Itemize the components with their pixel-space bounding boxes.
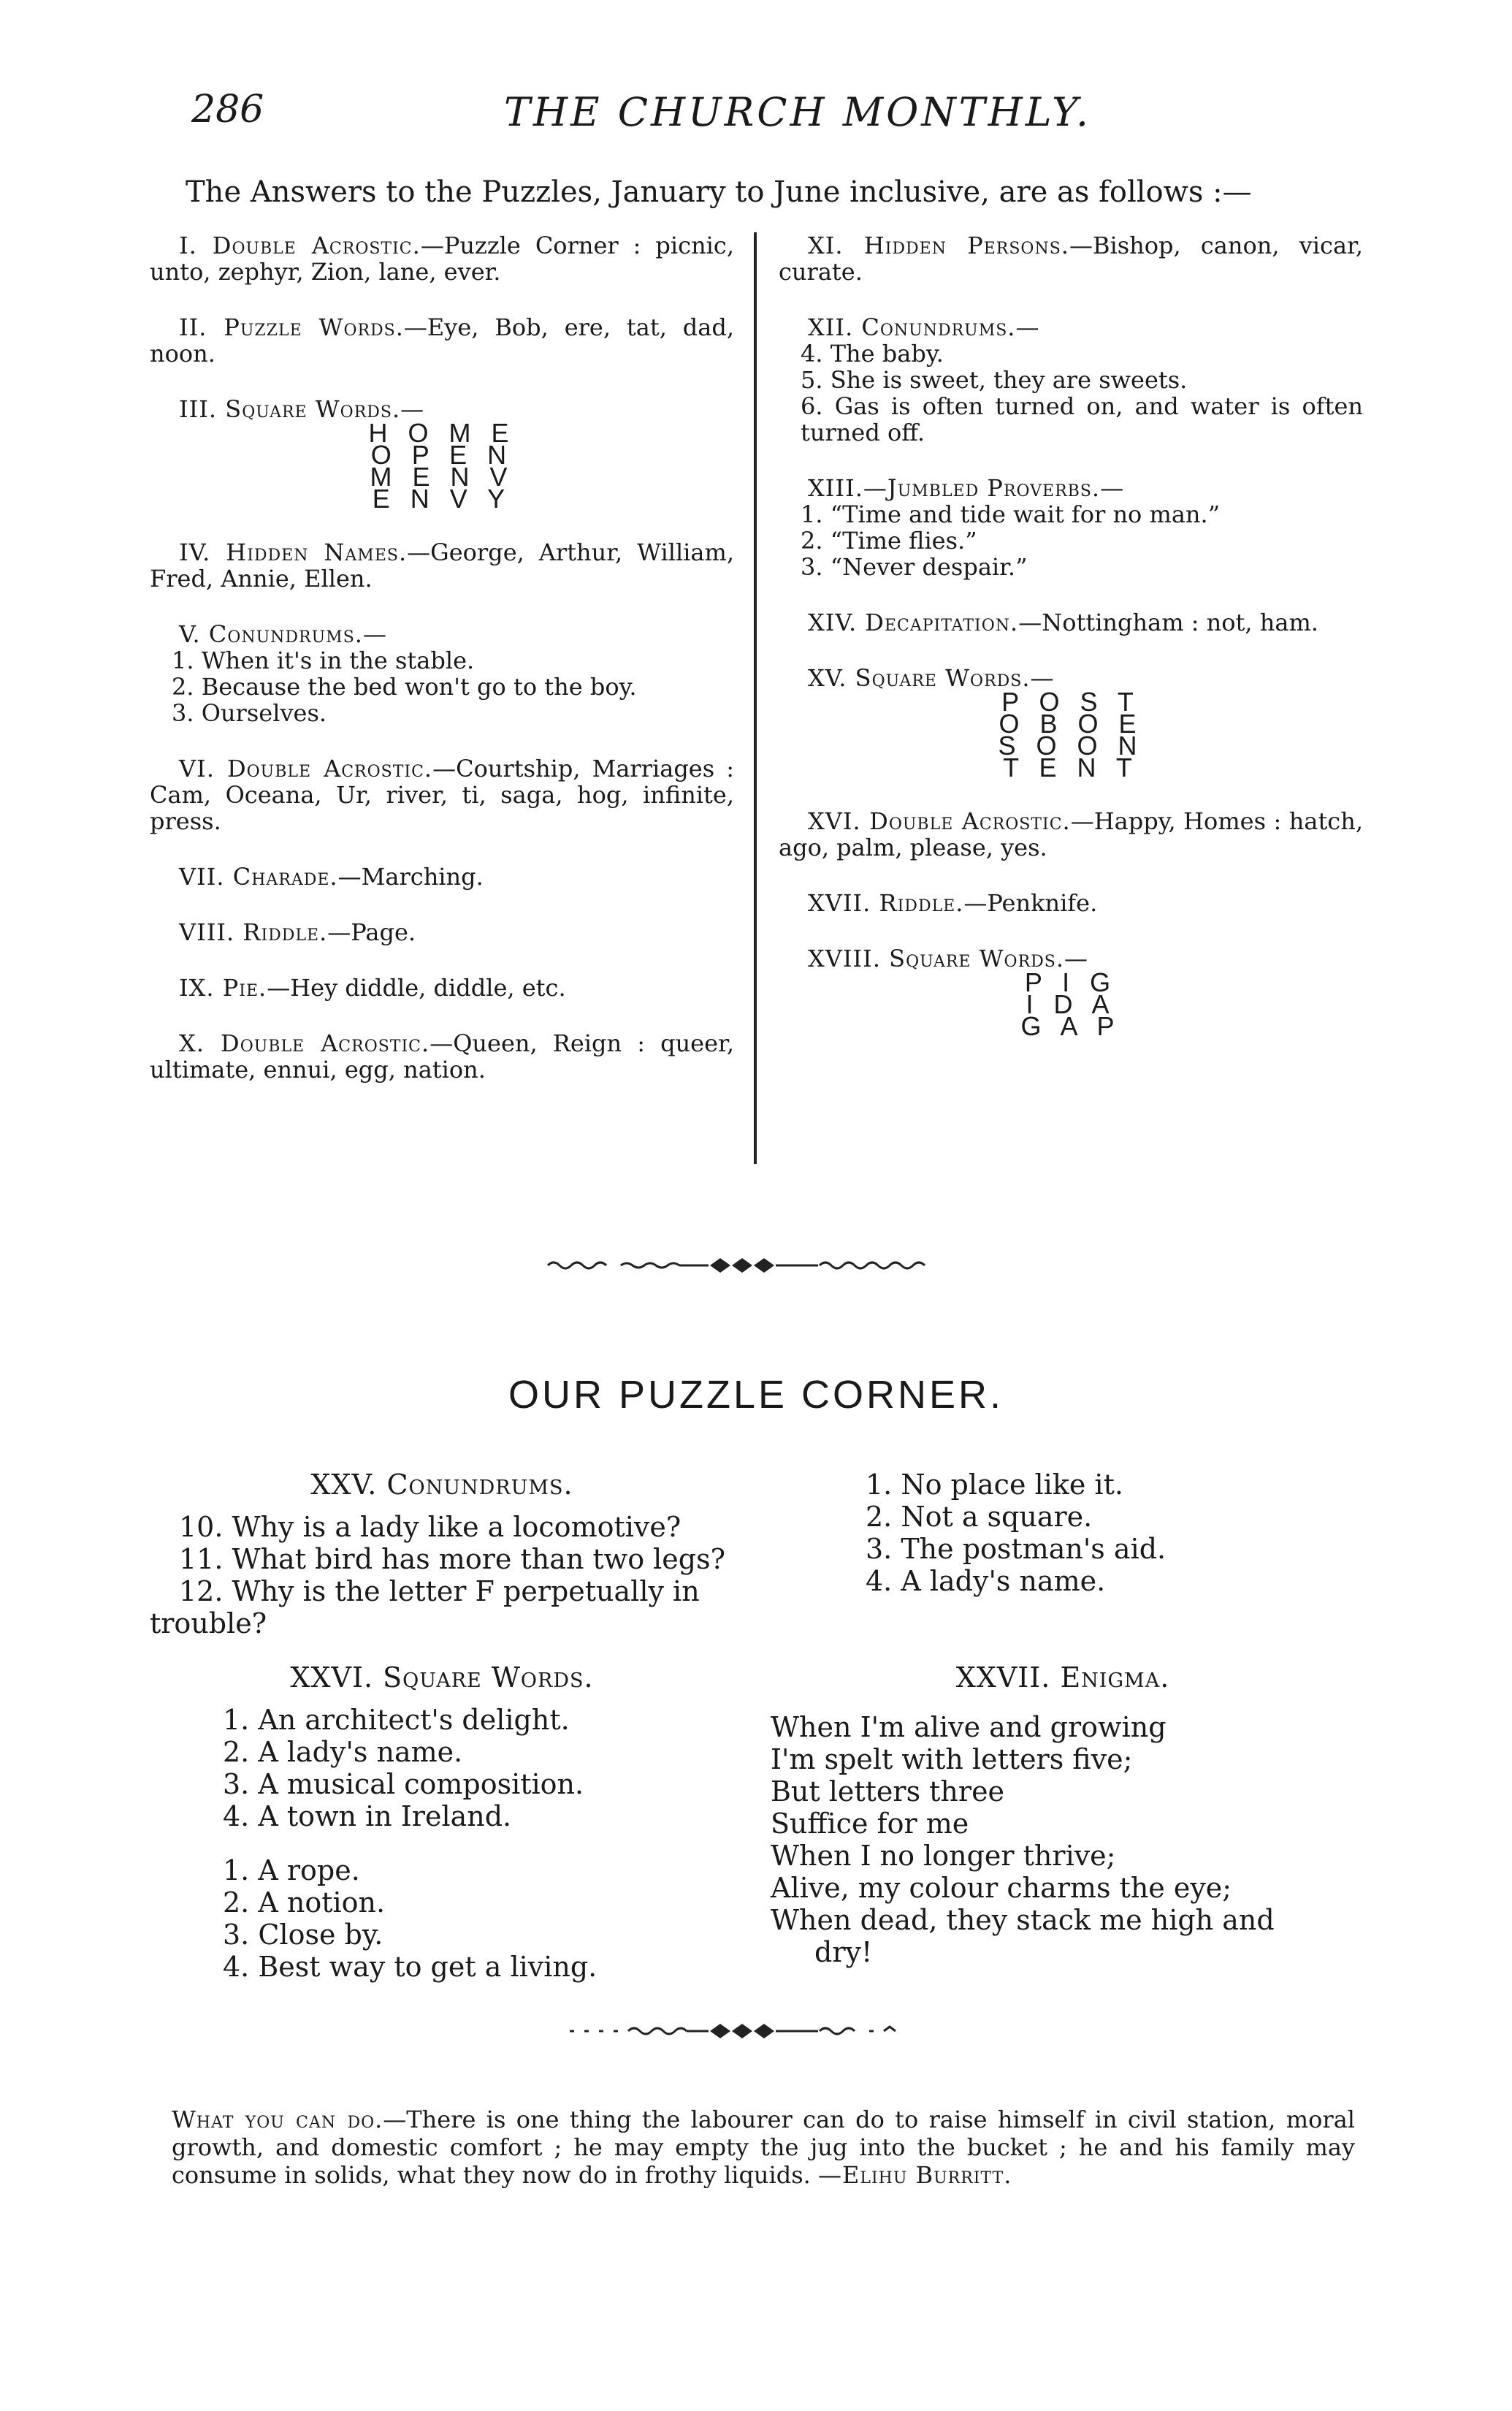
answer-xii: XII. Conundrums.— 4. The baby. 5. She is sweet, they are sweets. 6. Gas is often turned on, and water is often turned off.: [801, 313, 1363, 446]
square-words-grid: P I G I D A G A P: [1020, 967, 1121, 1041]
list-item: 1. No place like it.: [866, 1469, 1123, 1501]
answer-x: X. Double Acrostic.—Queen, Reign : queer, ultimate, ennui, egg, nation.: [150, 1029, 735, 1083]
square-words-set-3: [771, 1469, 1355, 1597]
ornament-divider: [541, 2016, 950, 2046]
poem-line: When dead, they stack me high and: [771, 1904, 1275, 1936]
answer-vii: VII. Charade.—Marching.: [179, 863, 484, 891]
list-item: 2. Not a square.: [866, 1501, 1093, 1533]
ornament-divider: [541, 1251, 950, 1280]
poem-line: When I no longer thrive;: [771, 1840, 1116, 1872]
poem-line: But letters three: [771, 1775, 1005, 1808]
list-item: 4. A town in Ireland.: [223, 1800, 512, 1832]
answer-i: I. Double Acrostic.—Puzzle Corner : picnic, unto, zephyr, Zion, lane, ever.: [150, 232, 734, 286]
answers-intro: The Answers to the Puzzles, January to June inclusive, are as follows :—: [186, 175, 1252, 209]
poem-line: Alive, my colour charms the eye;: [771, 1872, 1232, 1904]
poem-line: dry!: [814, 1936, 873, 1968]
question-11: 11. What bird has more than two legs?: [179, 1543, 725, 1575]
note-lead: What you can do.: [172, 2106, 383, 2133]
list-item: 2. A lady's name.: [223, 1736, 463, 1768]
list-item: 3. The postman's aid.: [866, 1533, 1167, 1565]
answer-vi: VI. Double Acrostic.—Courtship, Marriages : Cam, Oceana, Ur, river, ti, saga, hog, infinite, press.: [150, 755, 734, 835]
answer-xvi: XVI. Double Acrostic.—Happy, Homes : hatch, ago, palm, please, yes.: [779, 807, 1364, 861]
answer-ix: IX. Pie.—Hey diddle, diddle, etc.: [179, 974, 566, 1002]
square-words-grid: P O S T O B O E S O O N T E N T: [998, 687, 1144, 782]
poem-line: Suffice for me: [771, 1808, 969, 1840]
question-12-continued: trouble?: [150, 1607, 267, 1639]
list-item: 4. A lady's name.: [866, 1565, 1106, 1597]
poem-line: When I'm alive and growing: [771, 1711, 1167, 1743]
question-10: 10. Why is a lady like a locomotive?: [179, 1511, 681, 1543]
puzzle-corner-left-column: [150, 1469, 734, 1983]
puzzle-corner-title: OUR PUZZLE CORNER.: [508, 1373, 1004, 1417]
section-heading-xxvii: XXVII. Enigma.: [955, 1661, 1170, 1694]
answer-iii: III. Square Words.— H O M E O P E N M E N V E N V Y: [150, 396, 734, 510]
answer-xiv: XIV. Decapitation.—Nottingham : not, ham.: [808, 609, 1318, 636]
list-item: 1. An architect's delight.: [223, 1704, 570, 1736]
square-words-set-2: [150, 1854, 734, 1983]
note-text: —There is one thing the labourer can do to raise himself in civil station, moral growth, and domestic comfort ; he may empty the jug into the bucket ; he and his family may consume in solids, what they now do in frothy liquids.: [172, 2106, 1356, 2189]
answer-ii: II. Puzzle Words.—Eye, Bob, ere, tat, dad, noon.: [150, 313, 734, 367]
note-author: —Elihu Burritt.: [818, 2161, 1012, 2189]
answers-right-column: [779, 232, 1363, 1067]
list-item: 2. A notion.: [223, 1886, 386, 1919]
answer-xvii: XVII. Riddle.—Penknife.: [808, 889, 1098, 917]
section-heading-xxv: XXV. Conundrums.: [310, 1469, 573, 1501]
puzzle-corner-right-column: [771, 1469, 1355, 1968]
answer-xiii: XIII.—Jumbled Proverbs.— 1. “Time and tide wait for no man.” 2. “Time flies.” 3. “Never despair.”: [801, 474, 1221, 581]
section-heading-xxvi: XXVI. Square Words.: [290, 1661, 594, 1694]
square-words-set-1: [150, 1704, 734, 1832]
answer-xv: XV. Square Words.— P O S T O B O E S O O N T E N T: [779, 665, 1363, 779]
list-item: 1. A rope.: [223, 1854, 360, 1886]
answer-iv: IV. Hidden Names.—George, Arthur, William, Fred, Annie, Ellen.: [150, 538, 734, 593]
running-head: THE CHURCH MONTHLY.: [504, 89, 1092, 135]
page-number: 286: [191, 88, 264, 132]
column-divider: [754, 232, 757, 1164]
answer-xviii: XVIII. Square Words.— P I G I D A G A P: [779, 945, 1363, 1037]
answers-left-column: [150, 232, 734, 1112]
list-item: 3. Close by.: [223, 1919, 383, 1951]
list-item: 3. A musical composition.: [223, 1768, 584, 1800]
square-words-grid: H O M E O P E N M E N V E N V Y: [368, 418, 516, 514]
enigma-poem: [771, 1711, 1355, 1968]
answer-viii: VIII. Riddle.—Page.: [179, 918, 416, 946]
answer-xi: XI. Hidden Persons.—Bishop, canon, vicar, curate.: [779, 232, 1363, 286]
poem-line: I'm spelt with letters five;: [771, 1743, 1133, 1775]
question-12: 12. Why is the letter F perpetually in: [179, 1575, 700, 1607]
closing-note: [172, 2106, 1355, 2189]
answer-v: V. Conundrums.— 1. When it's in the stable. 2. Because the bed won't go to the boy. 3. Ourselves.: [172, 620, 637, 727]
list-item: 4. Best way to get a living.: [223, 1951, 597, 1983]
